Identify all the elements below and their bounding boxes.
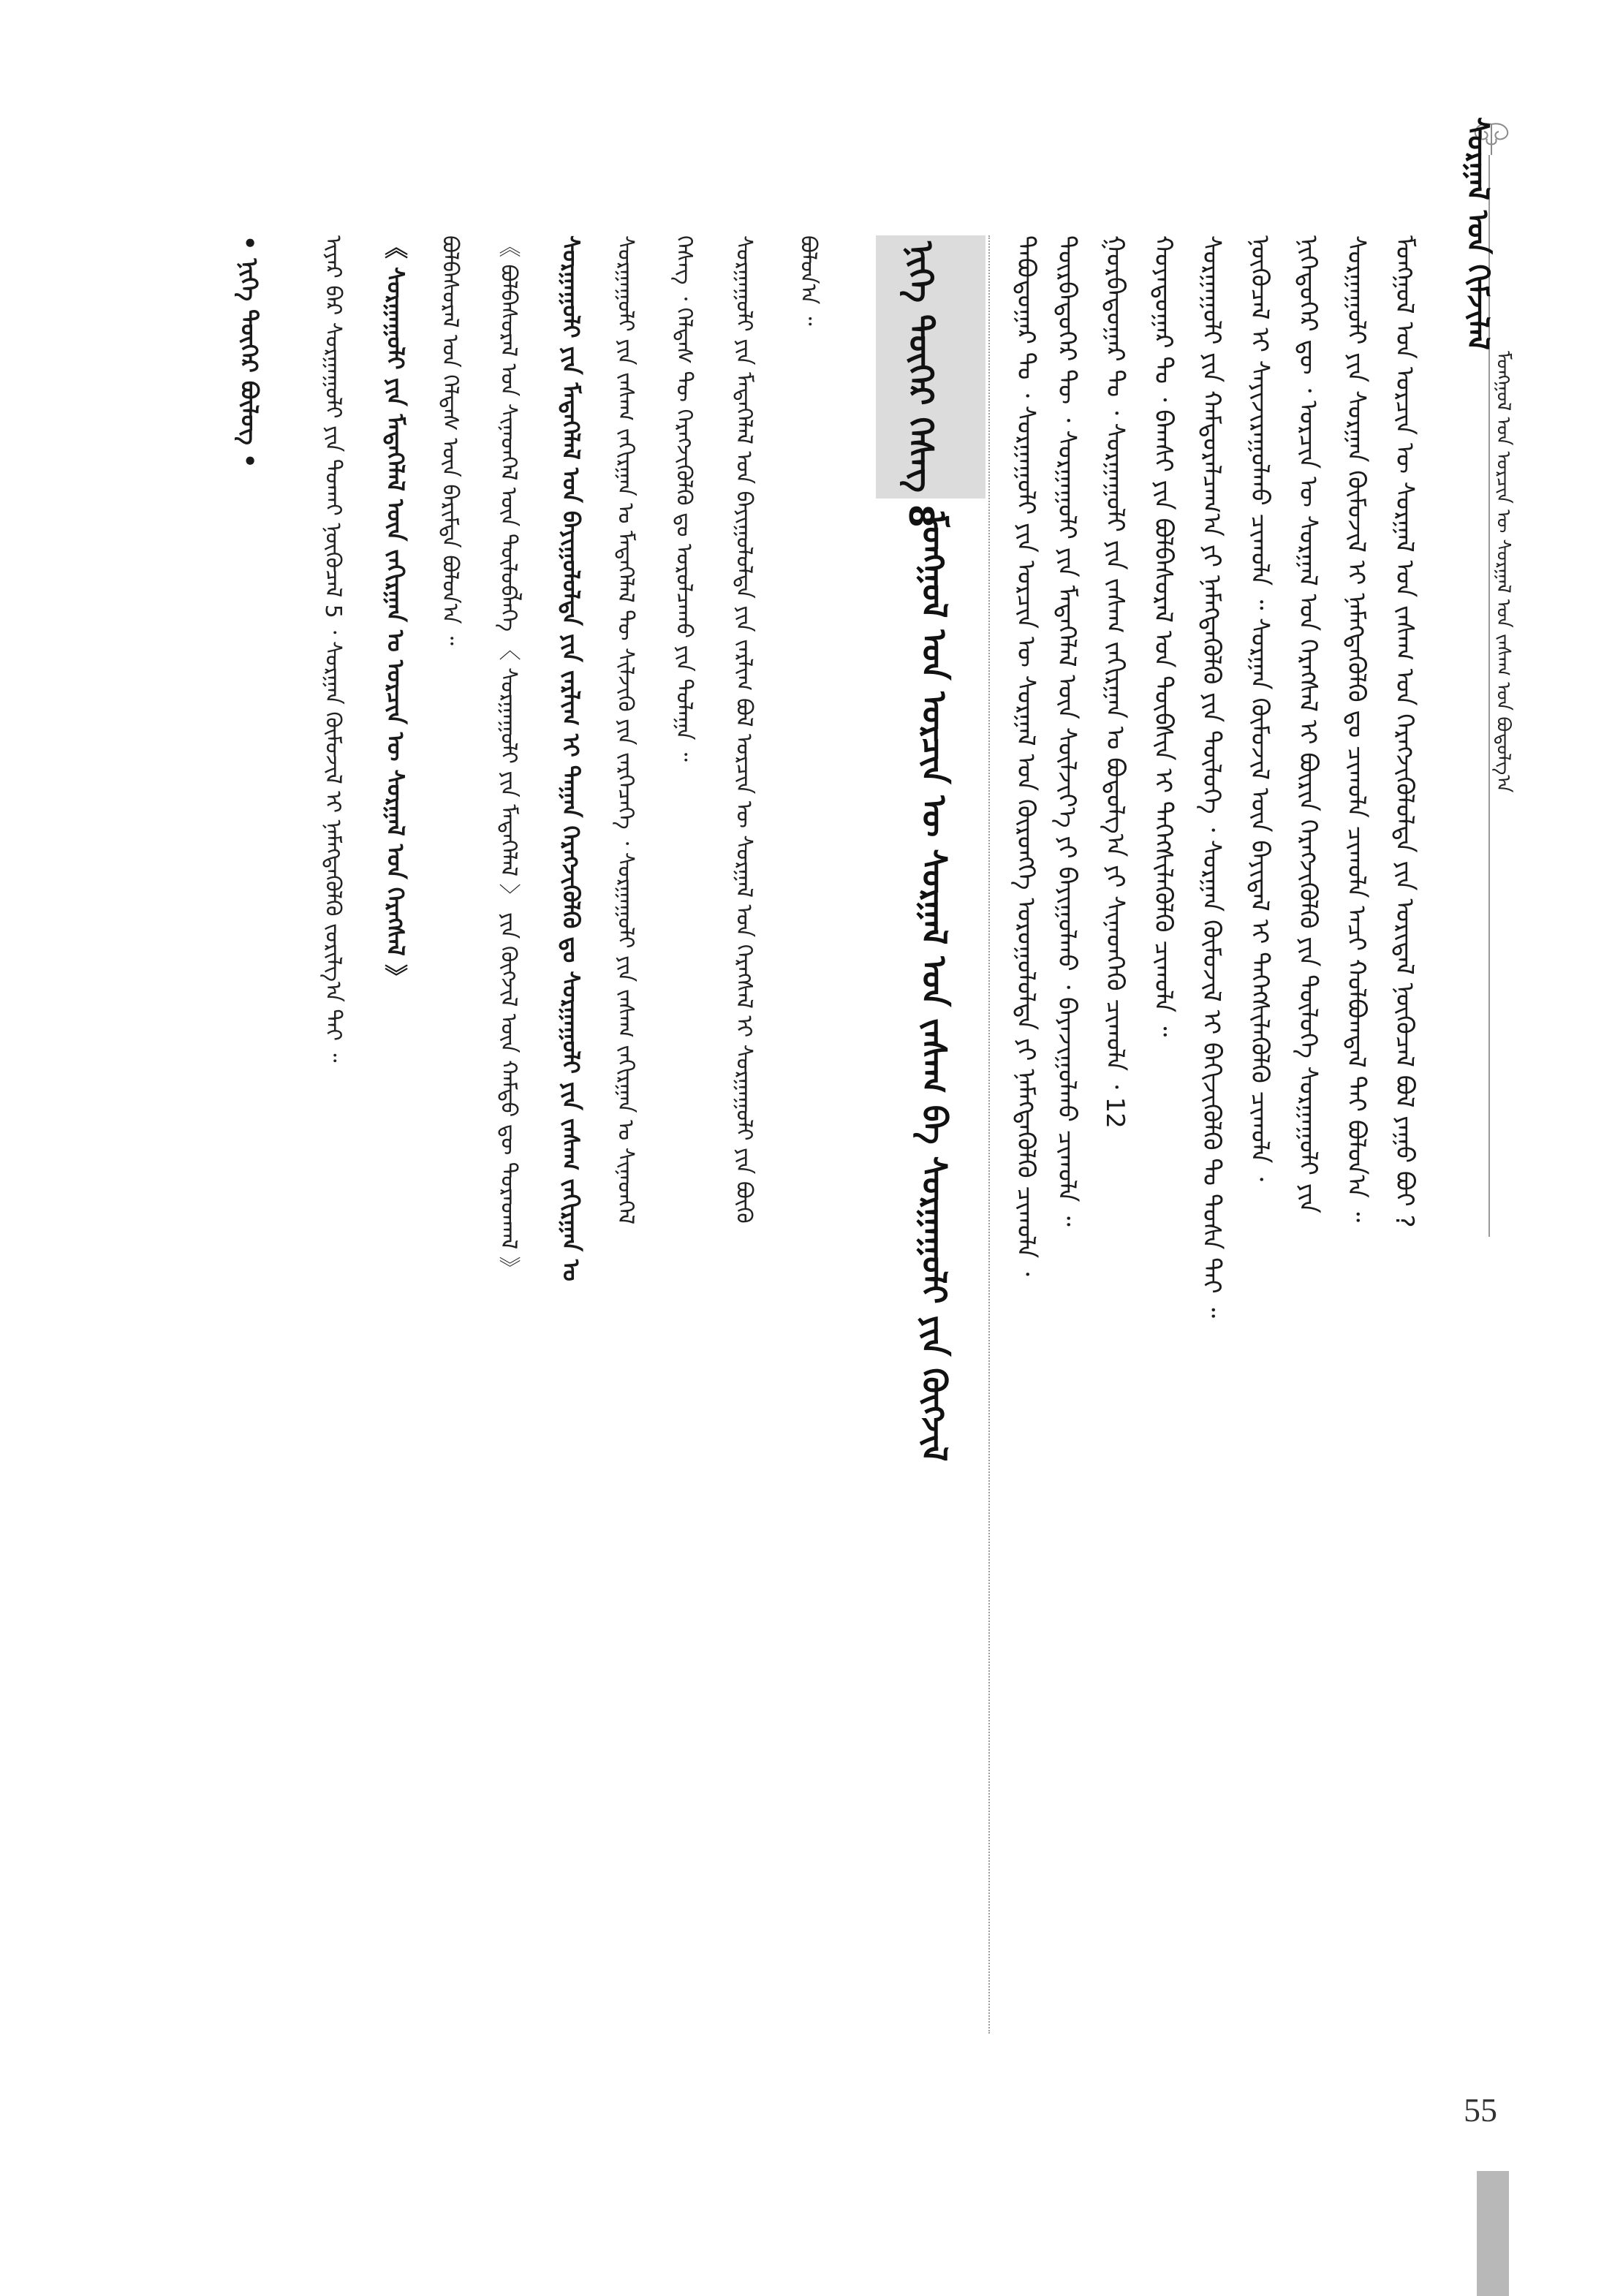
paragraph-line: ᠰᠤᠷᠭᠠᠭᠤᠯᠢ ᠶᠢᠨ ᠵᠠᠰᠠᠭ ᠵᠠᠬᠢᠷᠭᠠᠨ ᠤ ᠮᠡᠳᠡᠭᠡᠯᠡᠯ ᠲᠦ ᠰᠢᠯᠵᠢᠬᠦ ᠶᠢᠨ ᠵᠡᠷᠭᠡᠴᠡᠭᠡ ᠂ ᠰᠤᠷᠭᠠᠭᠤᠯᠢ ᠶᠢᠨ ᠵᠠᠰᠠᠭ ᠵᠠᠬᠢᠷᠭᠠᠨ ᠤ ᠰᠢᠨᠡᠳᠭᠡᠯ [613, 235, 638, 1225]
body-line: ᠲᠠᠪᠤᠳᠤᠭᠠᠷ ᠲᠤ ᠂ ᠰᠤᠷᠭᠠᠭᠤᠯᠢ ᠶᠢᠨ ᠣᠷᠴᠢᠨ ᠦ ᠰᠤᠷᠭᠠᠯ ᠤᠨ ᠬᠥᠷᠥᠩᠭᠡ ᠣᠷᠣᠭᠤᠯᠤᠯᠲᠠ ᠶᠢ ᠨᠡᠮᠡᠭᠳᠡᠭᠦᠯᠬᠦ ᠴᠢᠬᠤᠯᠠ ᠂ [1011, 235, 1040, 1276]
running-head-book-title: ᠮᠣᠩᠭᠤᠯ ᠤᠨ ᠣᠷᠴᠢᠨ ᠦ ᠰᠤᠷᠭᠠᠯ ᠤᠨ ᠵᠠᠰᠠᠭ ᠤᠨ ᠪᠤᠳᠤᠯᠭ᠎ᠠ [1492, 351, 1514, 793]
page-edge-tab [1477, 2171, 1509, 2296]
subsection-heading: • ᠨᠢᠭᠡ ᠳᠦᠭᠡᠷ ᠪᠦᠯᠦᠭ • [235, 235, 263, 469]
body-line: ᠭᠤᠷᠪᠠᠳᠤᠭᠠᠷ ᠲᠤ ᠂ ᠰᠤᠷᠭᠠᠭᠤᠯᠢ ᠶᠢᠨ ᠵᠠᠰᠠᠭ ᠵᠠᠬᠢᠷᠭᠠᠨ ᠤ ᠪᠣᠳᠣᠯᠭ᠎ᠠ ᠶᠢ ᠰᠢᠨᠡᠳᠭᠡᠬᠦ ᠴᠢᠬᠤᠯᠠ ᠂ 12 [1100, 235, 1130, 1129]
paragraph-line: ᠢᠶᠡᠷ ᠪᠠᠷ ᠰᠤᠷᠭᠠᠭᠤᠯᠢ ᠶᠢᠨ ᠲᠤᠬᠠᠢ ᠨᠦᠬᠦᠴᠡᠯ 5 ᠂ ᠰᠤᠷᠭᠠᠨ ᠬᠦᠮᠦᠵᠢᠯ ᠢ ᠨᠡᠮᠡᠭᠳᠡᠭᠦᠯᠬᠦ ᠵᠣᠷᠢᠯᠭ᠎ᠠ ᠲᠠᠢ ᠃ [320, 235, 346, 1063]
body-line: ᠨᠢᠭᠡᠳᠦᠭᠡᠷ ᠳᠦ ᠂ ᠣᠷᠴᠢᠨ ᠦ ᠰᠤᠷᠭᠠᠯ ᠤᠨ ᠬᠡᠷᠡᠭᠰᠡᠯ ᠢ ᠪᠦᠷᠢᠨ ᠬᠡᠷᠡᠭᠵᠢᠭᠦᠯᠬᠦ ᠶᠢᠨ ᠲᠥᠯᠦᠭᠡ ᠰᠤᠷᠭᠠᠭᠤᠯᠢ ᠶᠢᠨ [1293, 235, 1323, 1213]
section-title: ᠮᠣᠩᠭᠤᠯ ᠤᠨ ᠣᠷᠴᠢᠨ ᠦ ᠰᠤᠷᠭᠠᠯ ᠤᠨ ᠵᠠᠰᠠᠭ ᠪᠠ ᠰᠤᠷᠭᠠᠭᠤᠯᠢ ᠶᠢᠨ ᠬᠥᠭᠵᠢᠯ [915, 512, 954, 1462]
paragraph-line: ᠪᠣᠯᠤᠨ᠎ᠠ ᠃ [795, 235, 821, 326]
body-line: ᠰᠤᠷᠭᠠᠭᠤᠯᠢ ᠶᠢᠨ ᠰᠤᠷᠭᠠᠨ ᠬᠦᠮᠦᠵᠢᠯ ᠢ ᠨᠡᠮᠡᠭᠳᠡᠭᠦᠯᠬᠦ ᠳᠤ ᠴᠢᠬᠤᠯᠠ ᠴᠢᠬᠤᠯᠠ ᠠᠴᠢ ᠬᠣᠯᠪᠣᠭᠳᠠᠯ ᠲᠠᠢ ᠪᠣᠯᠤᠨ᠎ᠠ ᠃ [1342, 235, 1371, 1223]
body-line: ᠳᠥᠷᠪᠡᠳᠦᠭᠡᠷ ᠲᠦ ᠂ ᠰᠤᠷᠭᠠᠭᠤᠯᠢ ᠶᠢᠨ ᠮᠡᠳᠡᠭᠡᠯᠡᠯ ᠦᠨ ᠰᠦᠯᠵᠢᠶ᠎ᠡ ᠶᠢ ᠪᠠᠶᠢᠭᠤᠯᠬᠤ ᠂ ᠪᠠᠶᠠᠵᠢᠭᠤᠯᠬᠤ ᠴᠢᠬᠤᠯᠠ ᠃ [1052, 235, 1081, 1227]
running-head-chapter-title: ᠰᠤᠷᠭᠠᠯ ᠤᠨ ᠬᠢᠮᠵᠢᠯᠡᠯ [1461, 117, 1494, 350]
bold-line: 《 ᠰᠤᠷᠭᠠᠭᠤᠯᠢ ᠶᠢᠨ ᠮᠡᠳᠡᠭᠡᠯᠡᠯ ᠦᠨ ᠵᠠᠬᠢᠷᠭᠠᠨ ᠤ ᠣᠷᠴᠢᠨ ᠦ ᠰᠤᠷᠭᠠᠯ ᠤᠨ ᠬᠡᠷᠡᠭᠰᠡᠯ 》 [382, 235, 409, 988]
paragraph-line: ᠪᠣᠯᠪᠠᠰᠤᠷᠠᠯ ᠤᠨ ᠬᠡᠯᠲᠡᠰ ᠦᠨ ᠪᠠᠷᠢᠮᠲᠠ ᠪᠣᠯᠤᠨ᠎ᠠ ᠃ [437, 235, 463, 645]
body-line: ᠮᠣᠩᠭᠤᠯ ᠤᠨ ᠣᠷᠴᠢᠨ ᠦ ᠰᠤᠷᠭᠠᠯ ᠤᠨ ᠵᠠᠰᠠᠭ ᠤᠨ ᠬᠡᠷᠡᠭᠵᠢᠭᠦᠯᠦᠯᠲᠡ ᠶᠢᠨ ᠤᠷᠢᠳᠠᠯ ᠨᠦᠬᠦᠴᠡᠯ ᠪᠣᠯ ᠶᠠᠭᠤ ᠪᠤᠢ ? [1390, 235, 1419, 1228]
paragraph-line: 《 ᠪᠣᠯᠪᠠᠰᠤᠷᠠᠯ ᠤᠨ ᠰᠢᠨᠡᠳᠭᠡᠯ ᠦᠨ ᠲᠥᠯᠦᠪᠯᠡᠭᠡ 〈 ᠰᠤᠷᠭᠠᠭᠤᠯᠢ ᠶᠢᠨ ᠮᠡᠳᠡᠭᠡᠯᠡᠯ 〉 ᠶᠢᠨ ᠬᠥᠭᠵᠢᠯ ᠦᠨ ᠬᠠᠮᠲᠤ ᠳᠦ ᠳᠤᠷᠠᠳᠬᠠᠯ 》 [496, 235, 521, 1278]
body-line: ᠬᠣᠶᠠᠳᠤᠭᠠᠷ ᠲᠤ ᠂ ᠪᠠᠭᠰᠢ ᠶᠢᠨ ᠪᠣᠯᠪᠠᠰᠤᠷᠠᠯ ᠤᠨ ᠲᠦᠪᠰᠢᠨ ᠢ ᠳᠡᠭᠡᠭᠰᠢᠯᠡᠭᠦᠯᠬᠦ ᠴᠢᠬᠤᠯᠠ ᠃ [1149, 235, 1178, 1037]
page-number: 55 [1464, 2091, 1497, 2129]
bold-line: ᠰᠤᠷᠭᠠᠭᠤᠯᠢ ᠶᠢᠨ ᠮᠡᠳᠡᠭᠡᠯᠡᠯ ᠤᠨ ᠪᠠᠶᠢᠭᠤᠯᠤᠯᠲᠠ ᠶᠢᠨ ᠵᠠᠷᠯᠢᠭ ᠢ ᠳᠠᠭᠠᠨ ᠬᠡᠷᠡᠭᠵᠢᠭᠦᠯᠬᠦ ᠳᠤ ᠰᠤᠷᠭᠠᠭᠤᠯᠢ ᠶᠢᠨ ᠵᠠᠰᠠᠭ ᠵᠠᠬᠢᠷᠭᠠᠨ ᠤ [557, 235, 585, 1281]
body-line: ᠨᠦᠬᠦᠴᠡᠯ ᠢ ᠰᠠᠶᠢᠵᠢᠷᠠᠭᠤᠯᠬᠤ ᠴᠢᠬᠤᠯᠠ ᠃ ᠰᠤᠷᠭᠠᠨ ᠬᠦᠮᠦᠵᠢᠯ ᠦᠨ ᠪᠠᠶᠢᠳᠠᠯ ᠢ ᠳᠡᠭᠡᠭᠰᠢᠯᠡᠭᠦᠯᠬᠦ ᠴᠢᠬᠤᠯᠠ ᠂ [1245, 235, 1274, 1181]
section-label: ᠨᠢᠭᠡ ᠳᠦᠭᠡᠷ ᠬᠡᠰᠡᠭ 8 [901, 241, 941, 528]
section-divider [988, 235, 990, 2034]
paragraph-line: ᠬᠡᠰᠡᠭ ᠂ ᠬᠡᠯᠲᠡᠰ ᠲᠦ ᠬᠡᠷᠡᠭᠵᠢᠭᠦᠯᠬᠦ ᠳᠤ ᠣᠷᠣᠯᠴᠠᠬᠤ ᠶᠢᠨ ᠲᠤᠯᠠᠭᠠ ᠃ [671, 235, 697, 762]
body-line: ᠰᠤᠷᠭᠠᠭᠤᠯᠢ ᠶᠢᠨ ᠬᠠᠮᠲᠤᠷᠠᠯᠴᠠᠭ᠎ᠠ ᠶᠢ ᠨᠡᠮᠡᠭᠳᠡᠭᠦᠯᠬᠦ ᠶᠢᠨ ᠲᠥᠯᠦᠭᠡ ᠂ ᠰᠤᠷᠭᠠᠨ ᠬᠦᠮᠦᠵᠢᠯ ᠢ ᠪᠡᠬᠢᠵᠢᠭᠦᠯᠬᠦ ᠲᠤ ᠲᠤᠰᠠ ᠲᠠᠢ ᠃ [1197, 235, 1226, 1318]
paragraph-line: ᠰᠤᠷᠭᠠᠭᠤᠯᠢ ᠶᠢᠨ ᠮᠡᠳᠡᠭᠡᠯᠡᠯ ᠤᠨ ᠪᠠᠶᠢᠭᠤᠯᠤᠯᠲᠠ ᠶᠢᠨ ᠵᠠᠷᠯᠢᠭ ᠪᠣᠯ ᠣᠷᠴᠢᠨ ᠦ ᠰᠤᠷᠭᠠᠯ ᠤᠨ ᠬᠡᠷᠡᠭᠰᠡᠯ ᠢ ᠰᠤᠷᠭᠠᠭᠤᠯᠢ ᠶᠢᠨ ᠪᠦᠬᠦ [731, 235, 757, 1224]
